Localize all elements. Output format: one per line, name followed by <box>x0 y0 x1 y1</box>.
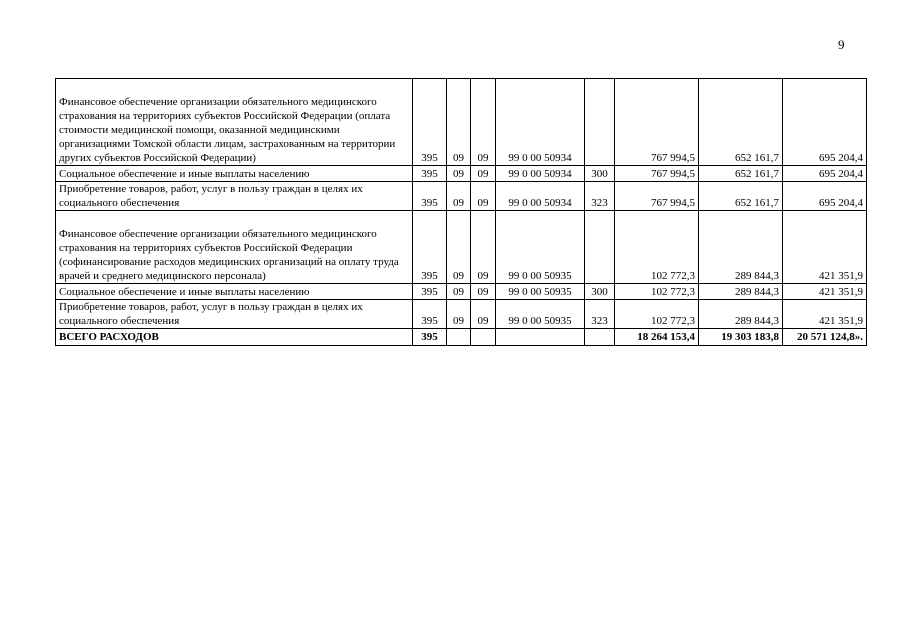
subsection-cell <box>471 329 496 346</box>
table-row <box>56 300 867 329</box>
amount-year3-cell: 421 351,9 <box>783 211 867 284</box>
section-cell: 09 <box>447 166 471 182</box>
target-article-cell: 99 0 00 50934 <box>496 79 585 166</box>
expense-type-cell <box>585 79 615 166</box>
section-cell: 09 <box>447 182 471 211</box>
amount-year1-cell: 102 772,3 <box>615 211 699 284</box>
amount-year1-cell: 767 994,5 <box>615 166 699 182</box>
amount-year1-cell: 767 994,5 <box>615 182 699 211</box>
amount-year2-cell: 289 844,3 <box>699 211 783 284</box>
total-year1-cell: 18 264 153,4 <box>615 329 699 346</box>
amount-year3-cell: 695 204,4 <box>783 79 867 166</box>
table-row <box>56 166 867 182</box>
subsection-cell: 09 <box>471 300 496 329</box>
amount-year3-cell: 695 204,4 <box>783 166 867 182</box>
expense-type-cell <box>585 211 615 284</box>
ministry-code-cell: 395 <box>413 300 447 329</box>
total-year3-cell: 20 571 124,8». <box>783 329 867 346</box>
table-row <box>56 211 867 284</box>
subsection-cell: 09 <box>471 166 496 182</box>
expense-table <box>55 78 867 346</box>
expense-type-cell <box>585 329 615 346</box>
total-label-cell: ВСЕГО РАСХОДОВ <box>56 329 413 346</box>
amount-year3-cell: 421 351,9 <box>783 300 867 329</box>
section-cell <box>447 329 471 346</box>
expense-type-cell: 323 <box>585 300 615 329</box>
expense-name-cell: Финансовое обеспечение организации обязательного медицинского страхования на территориях субъектов Российской Федерации (оплата стоимости медицинской помощи, оказанной медицинскими организациями Томской области лицам, застрахованным на территории других субъектов Российской Федерации) <box>56 79 413 166</box>
section-cell: 09 <box>447 211 471 284</box>
ministry-code-cell: 395 <box>413 284 447 300</box>
amount-year3-cell: 421 351,9 <box>783 284 867 300</box>
subsection-cell: 09 <box>471 211 496 284</box>
amount-year1-cell: 102 772,3 <box>615 300 699 329</box>
amount-year2-cell: 652 161,7 <box>699 182 783 211</box>
section-cell: 09 <box>447 300 471 329</box>
expense-name-cell: Приобретение товаров, работ, услуг в пользу граждан в целях их социального обеспечения <box>56 182 413 211</box>
expense-name-cell: Приобретение товаров, работ, услуг в пользу граждан в целях их социального обеспечения <box>56 300 413 329</box>
ministry-code-cell: 395 <box>413 166 447 182</box>
ministry-code-cell: 395 <box>413 79 447 166</box>
expense-type-cell: 300 <box>585 166 615 182</box>
ministry-code-cell: 395 <box>413 211 447 284</box>
expense-name-cell: Социальное обеспечение и иные выплаты населению <box>56 166 413 182</box>
table-row <box>56 182 867 211</box>
amount-year1-cell: 767 994,5 <box>615 79 699 166</box>
subsection-cell: 09 <box>471 182 496 211</box>
target-article-cell: 99 0 00 50934 <box>496 182 585 211</box>
table-row <box>56 284 867 300</box>
subsection-cell: 09 <box>471 284 496 300</box>
total-year2-cell: 19 303 183,8 <box>699 329 783 346</box>
target-article-cell: 99 0 00 50935 <box>496 300 585 329</box>
amount-year2-cell: 652 161,7 <box>699 166 783 182</box>
total-row <box>56 329 867 346</box>
amount-year3-cell: 695 204,4 <box>783 182 867 211</box>
amount-year1-cell: 102 772,3 <box>615 284 699 300</box>
target-article-cell: 99 0 00 50934 <box>496 166 585 182</box>
section-cell: 09 <box>447 79 471 166</box>
expense-name-cell: Финансовое обеспечение организации обязательного медицинского страхования на территориях субъектов Российской Федерации (софинансирование расходов медицинских организаций на оплату труда врачей и среднего медицинского персонала) <box>56 211 413 284</box>
expense-type-cell: 323 <box>585 182 615 211</box>
expense-name-cell: Социальное обеспечение и иные выплаты населению <box>56 284 413 300</box>
amount-year2-cell: 289 844,3 <box>699 284 783 300</box>
target-article-cell <box>496 329 585 346</box>
section-cell: 09 <box>447 284 471 300</box>
expense-type-cell: 300 <box>585 284 615 300</box>
table-row <box>56 79 867 166</box>
page-number: 9 <box>838 37 845 52</box>
ministry-code-cell: 395 <box>413 182 447 211</box>
ministry-code-cell: 395 <box>413 329 447 346</box>
amount-year2-cell: 289 844,3 <box>699 300 783 329</box>
amount-year2-cell: 652 161,7 <box>699 79 783 166</box>
subsection-cell: 09 <box>471 79 496 166</box>
target-article-cell: 99 0 00 50935 <box>496 211 585 284</box>
target-article-cell: 99 0 00 50935 <box>496 284 585 300</box>
